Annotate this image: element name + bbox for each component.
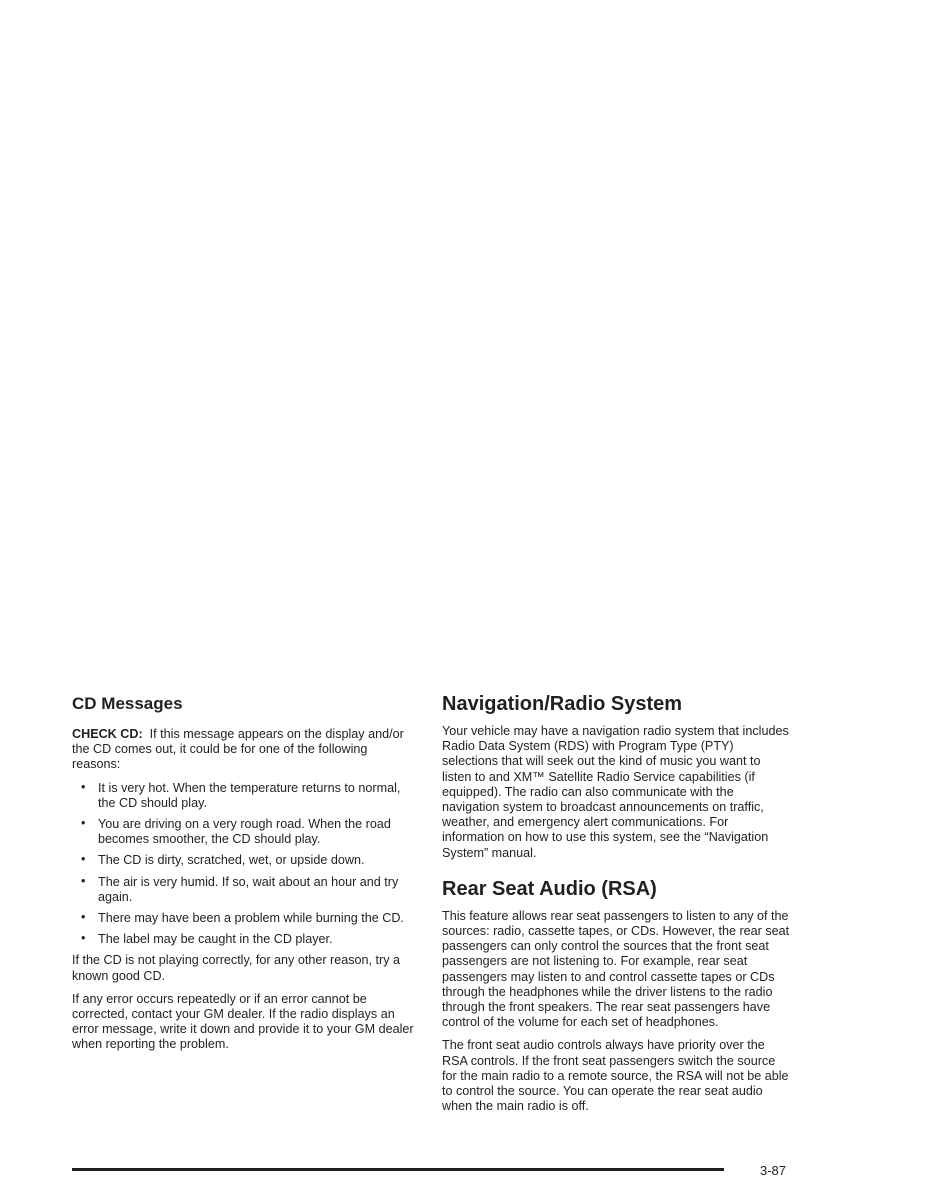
list-item-text: The air is very humid. If so, wait about an hour and try again. (98, 874, 399, 904)
navigation-paragraph: Your vehicle may have a navigation radio system that includes Radio Data System (RDS) with Program Type (PTY) selections that will seek out the kind of music you want to listen to and XM™ Satellite Radio Service capabilities (if equipped). The radio can also communicate with the navigation system to broadcast announcements on traffic, weather, and emergency alert communications. For information on how to use this system, see the “Navigation System” manual. (442, 724, 789, 860)
section-spacer (442, 869, 790, 877)
list-item-text: It is very hot. When the temperature returns to normal, the CD should play. (98, 780, 401, 810)
bullet-icon: • (81, 816, 86, 831)
check-cd-lead: CHECK CD: (72, 727, 143, 741)
bullet-icon: • (81, 779, 86, 794)
bullet-icon: • (81, 873, 86, 888)
page-number: 3-87 (760, 1163, 787, 1178)
error-paragraph: If any error occurs repeatedly or if an error cannot be corrected, contact your GM dealer. If the radio displays an error message, write it down and provide it to your GM dealer when reporting the problem. (72, 991, 414, 1052)
good-cd-paragraph: If the CD is not playing correctly, for any other reason, try a known good CD. (72, 953, 401, 983)
list-item-text: The CD is dirty, scratched, wet, or upside down. (98, 853, 365, 868)
rsa-paragraph-2: The front seat audio controls always have priority over the RSA controls. If the front seat passengers switch the source for the main radio to a remote source, the RSA will not be able to control the source. You can operate the rear seat audio when the main radio is off. (442, 1038, 789, 1114)
list-item (72, 853, 414, 868)
rsa-paragraph-1: This feature allows rear seat passengers to listen to any of the sources: radio, cassette tapes, or CDs. However, the rear seat passengers can only control the sources that the front seat passengers are not listening to. For example, rear seat passengers may listen to and control cassette tapes or CDs through the headphones while the driver listens to the radio through the front speakers. The rear seat passengers have control of the volume for each set of headphones. (442, 908, 790, 1030)
bullet-icon: • (81, 910, 86, 925)
footer-rule (72, 1168, 724, 1171)
list-item-text: You are driving on a very rough road. When the road becomes smoother, the CD should play. (98, 817, 391, 847)
list-item (72, 875, 414, 905)
list-item (72, 911, 414, 926)
list-item-text: The label may be caught in the CD player. (98, 932, 333, 947)
bullet-icon: • (81, 931, 86, 946)
left-column (72, 694, 414, 1061)
bullet-icon: • (81, 852, 86, 867)
check-cd-paragraph (72, 727, 414, 773)
list-item-text: There may have been a problem while burning the CD. (98, 911, 404, 926)
list-item (72, 781, 414, 811)
right-column (442, 692, 790, 1122)
navigation-heading: Navigation/Radio System (442, 693, 683, 715)
rsa-heading: Rear Seat Audio (RSA) (442, 877, 657, 900)
check-cd-text: If this message appears on the display and/or the CD comes out, it could be for one of the following reasons: (72, 727, 404, 772)
list-item (72, 932, 414, 947)
list-item (72, 817, 414, 847)
cd-messages-heading: CD Messages (72, 694, 183, 713)
cd-reasons-list (72, 781, 414, 948)
